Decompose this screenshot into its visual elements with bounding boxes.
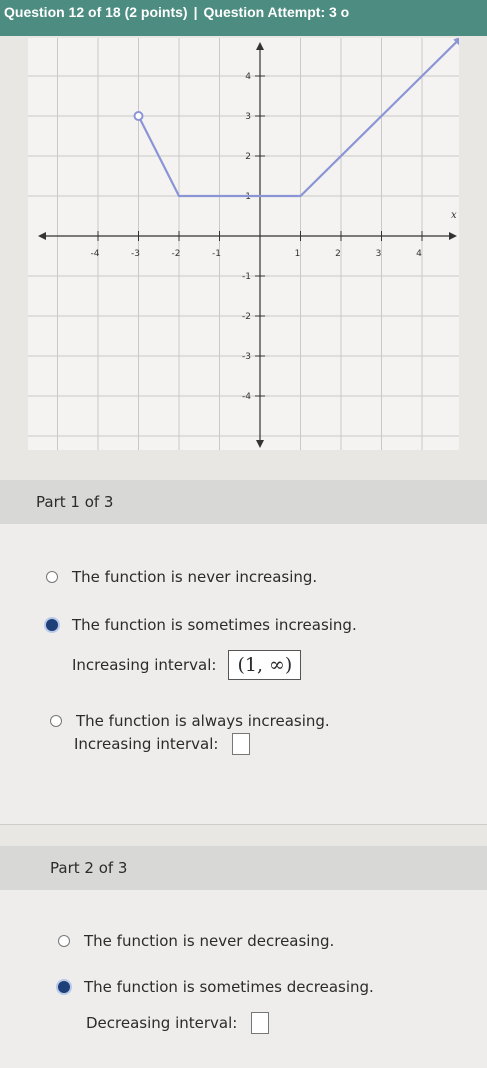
part2-option-sometimes-decreasing[interactable] <box>58 978 374 996</box>
question-attempt: Question Attempt: 3 o <box>203 4 350 20</box>
radio-sometimes-increasing[interactable] <box>46 619 58 631</box>
interval-label: Increasing interval: <box>72 656 217 674</box>
y-axis-arrow-up <box>256 42 264 50</box>
option-label: The function is sometimes decreasing. <box>84 978 374 996</box>
decreasing-interval-input[interactable] <box>251 1012 269 1034</box>
y-tick-label: 4 <box>245 72 251 82</box>
increasing-interval-answer[interactable]: (1, ∞) <box>228 650 301 680</box>
question-header-bar <box>0 0 487 36</box>
x-tick-label: -1 <box>212 249 221 259</box>
part1-option-never-increasing[interactable] <box>46 568 317 586</box>
x-tick-label: -2 <box>171 249 181 259</box>
x-tick-label: 3 <box>375 249 382 259</box>
x-tick-label: 1 <box>294 249 301 259</box>
function-graph <box>28 38 459 450</box>
decreasing-interval-row <box>86 1008 269 1038</box>
option-label: The function is sometimes increasing. <box>72 616 357 634</box>
x-tick-label: 2 <box>335 249 341 259</box>
x-tick-label: -3 <box>131 249 140 259</box>
open-endpoint <box>135 112 143 120</box>
y-tick-label: -1 <box>242 272 251 282</box>
x-tick-label: -4 <box>90 249 100 259</box>
y-tick-label: 3 <box>245 112 251 122</box>
x-tick-label: 4 <box>416 249 422 259</box>
y-tick-label: -2 <box>242 312 251 322</box>
part1-option-sometimes-increasing[interactable] <box>46 616 357 634</box>
part1-option-always-increasing[interactable] <box>50 712 330 730</box>
increasing-interval-row-2 <box>74 730 250 758</box>
y-tick-label: 1 <box>245 192 251 202</box>
option-label: The function is never decreasing. <box>84 932 335 950</box>
x-axis-label: x <box>451 210 457 221</box>
part2-header <box>0 846 487 890</box>
increasing-interval-row <box>72 650 301 680</box>
radio-always-increasing[interactable] <box>50 715 62 727</box>
x-axis-arrow-right <box>449 232 457 240</box>
y-tick-label: 2 <box>245 152 251 162</box>
question-number: Question 12 of 18 (2 points) <box>4 4 188 20</box>
radio-sometimes-decreasing[interactable] <box>58 981 70 993</box>
option-label: The function is always increasing. <box>76 712 330 730</box>
function-curve <box>139 38 460 196</box>
increasing-interval-input[interactable] <box>232 733 250 755</box>
graph-canvas <box>28 38 459 450</box>
interval-label: Increasing interval: <box>74 735 219 753</box>
part2-option-never-decreasing[interactable] <box>58 932 334 950</box>
interval-label: Decreasing interval: <box>86 1014 238 1032</box>
part1-header <box>0 480 487 524</box>
radio-never-increasing[interactable] <box>46 571 58 583</box>
x-axis-arrow-left <box>38 232 46 240</box>
radio-never-decreasing[interactable] <box>58 935 70 947</box>
part1-title: Part 1 of 3 <box>36 493 114 511</box>
header-separator: | <box>193 4 198 20</box>
section-divider <box>0 824 487 825</box>
y-tick-label: -4 <box>242 392 251 402</box>
y-axis-arrow-down <box>256 440 264 448</box>
part2-title: Part 2 of 3 <box>50 859 128 877</box>
y-tick-label: -3 <box>242 352 251 362</box>
option-label: The function is never increasing. <box>72 568 318 586</box>
